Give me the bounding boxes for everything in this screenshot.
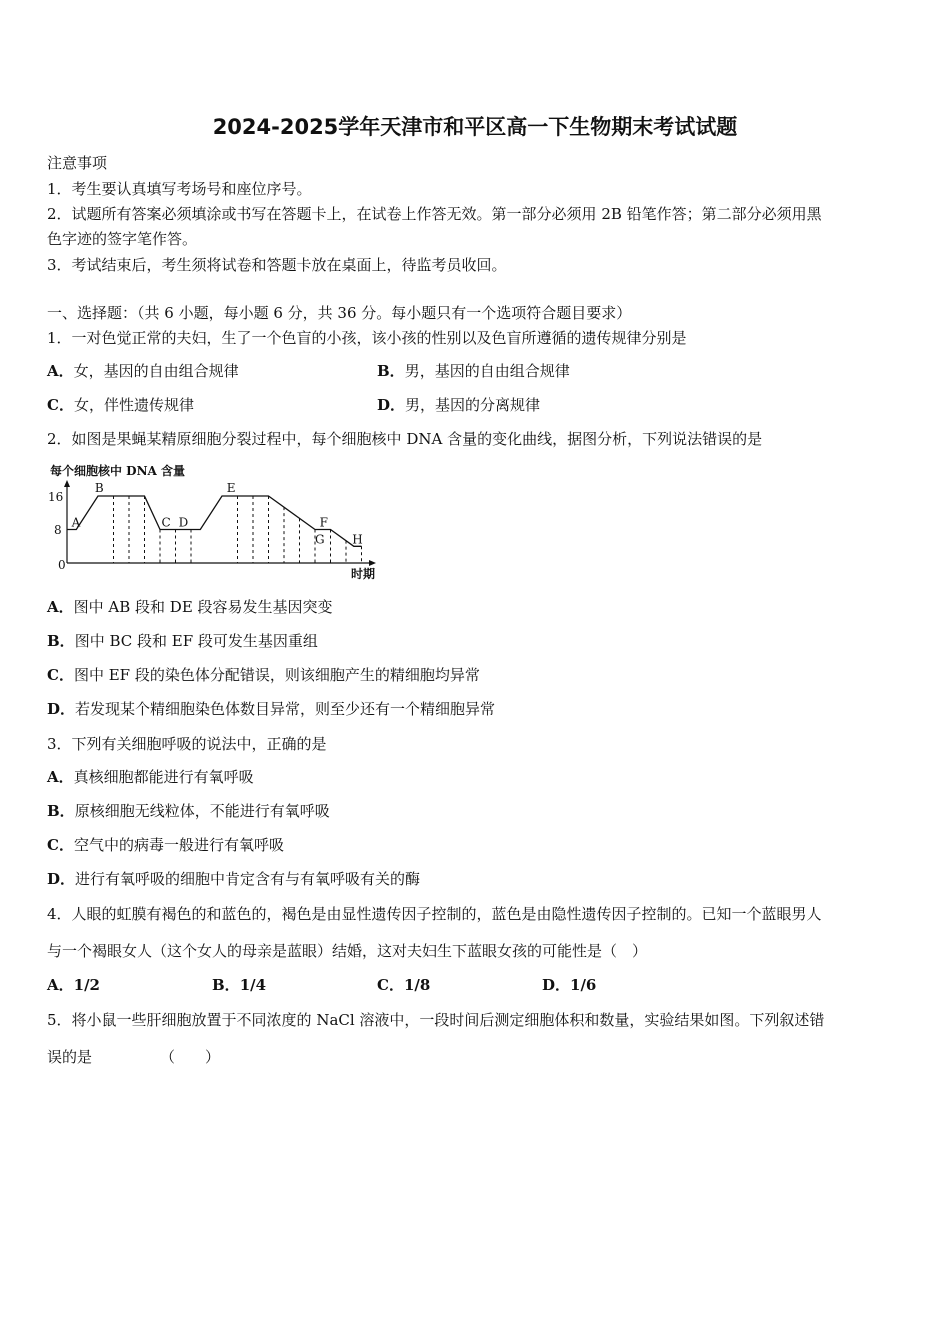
notice-item-2-cont: 色字迹的签字笔作答。 (47, 230, 198, 248)
point-label-F: F (319, 515, 328, 530)
q2-option-c: C．图中 EF 段的染色体分配错误，则该细胞产生的精细胞均异常 (47, 666, 480, 684)
q4-stem-line-1: 4．人眼的虹膜有褐色的和蓝色的，褐色是由显性遗传因子控制的，蓝色是由隐性遗传因子控制的。已知一个蓝眼男人 (47, 905, 822, 923)
q5-stem-line-1: 5．将小鼠一些肝细胞放置于不同浓度的 NaCl 溶液中，一段时间后测定细胞体积和数量，实验结果如图。下列叙述错 (47, 1011, 825, 1029)
ytick-16: 16 (48, 490, 64, 504)
q3-option-d: D．进行有氧呼吸的细胞中肯定含有与有氧呼吸有关的酶 (47, 870, 421, 888)
q4-stem-line-2: 与一个褐眼女人（这个女人的母亲是蓝眼）结婚，这对夫妇生下蓝眼女孩的可能性是（ ） (47, 942, 648, 960)
q3-stem: 3．下列有关细胞呼吸的说法中，正确的是 (47, 735, 327, 753)
chart-title: 每个细胞核中 DNA 含量 (50, 464, 186, 478)
q3-option-a: A．真核细胞都能进行有氧呼吸 (47, 768, 254, 786)
notice-heading: 注意事项 (47, 154, 108, 172)
section-heading: 一、选择题：（共 6 小题，每小题 6 分，共 36 分。每小题只有一个选项符合题目要求） (47, 304, 632, 322)
point-label-B: B (94, 481, 104, 495)
q1-option-d: D．男，基因的分离规律 (377, 396, 541, 414)
q4-option-c: C．1/8 (377, 976, 431, 994)
point-label-G: G (315, 532, 325, 547)
ytick-0: 0 (58, 558, 66, 572)
q1-option-b: B．男，基因的自由组合规律 (377, 362, 570, 380)
q4-option-a: A．1/2 (47, 976, 100, 994)
q1-option-a: A．女，基因的自由组合规律 (47, 362, 239, 380)
q1-option-c: C．女，伴性遗传规律 (47, 396, 194, 414)
x-axis-arrow (369, 560, 376, 566)
q5-answer-paren: （ ） (160, 1048, 221, 1066)
q2-option-b: B．图中 BC 段和 EF 段可发生基因重组 (47, 632, 318, 650)
ytick-8: 8 (54, 523, 62, 537)
q2-option-a: A．图中 AB 段和 DE 段容易发生基因突变 (47, 598, 333, 616)
point-label-H: H (352, 532, 363, 547)
point-label-C: C (161, 515, 171, 530)
y-axis-arrow (64, 480, 70, 487)
point-label-E: E (226, 481, 236, 495)
point-label-A: A (71, 515, 81, 530)
notice-item-2: 2．试题所有答案必须填涂或书写在答题卡上，在试卷上作答无效。第一部分必须用 2B 铅笔作答；第二部分必须用黑 (47, 205, 822, 223)
q3-option-b: B．原核细胞无线粒体，不能进行有氧呼吸 (47, 802, 330, 820)
dna-content-chart (42, 458, 387, 586)
q2-stem: 2．如图是果蝇某精原细胞分裂过程中，每个细胞核中 DNA 含量的变化曲线，据图分析，下列说法错误的是 (47, 430, 763, 448)
q5-stem-line-2: 误的是 (47, 1048, 93, 1066)
q3-option-c: C．空气中的病毒一般进行有氧呼吸 (47, 836, 284, 854)
q4-option-b: B．1/4 (212, 976, 267, 994)
page-title: 2024-2025学年天津市和平区高一下生物期末考试试题 (212, 115, 738, 139)
q1-stem: 1．一对色觉正常的夫妇，生了一个色盲的小孩，该小孩的性别以及色盲所遵循的遗传规律分别是 (47, 329, 687, 347)
notice-item-3: 3．考试结束后，考生须将试卷和答题卡放在桌面上，待监考员收回。 (47, 256, 507, 274)
notice-item-1: 1．考生要认真填写考场号和座位序号。 (47, 180, 312, 198)
q4-option-d: D．1/6 (542, 976, 597, 994)
point-label-D: D (178, 515, 189, 530)
x-axis-label: 时期 (351, 567, 376, 581)
q2-option-d: D．若发现某个精细胞染色体数目异常，则至少还有一个精细胞异常 (47, 700, 496, 718)
